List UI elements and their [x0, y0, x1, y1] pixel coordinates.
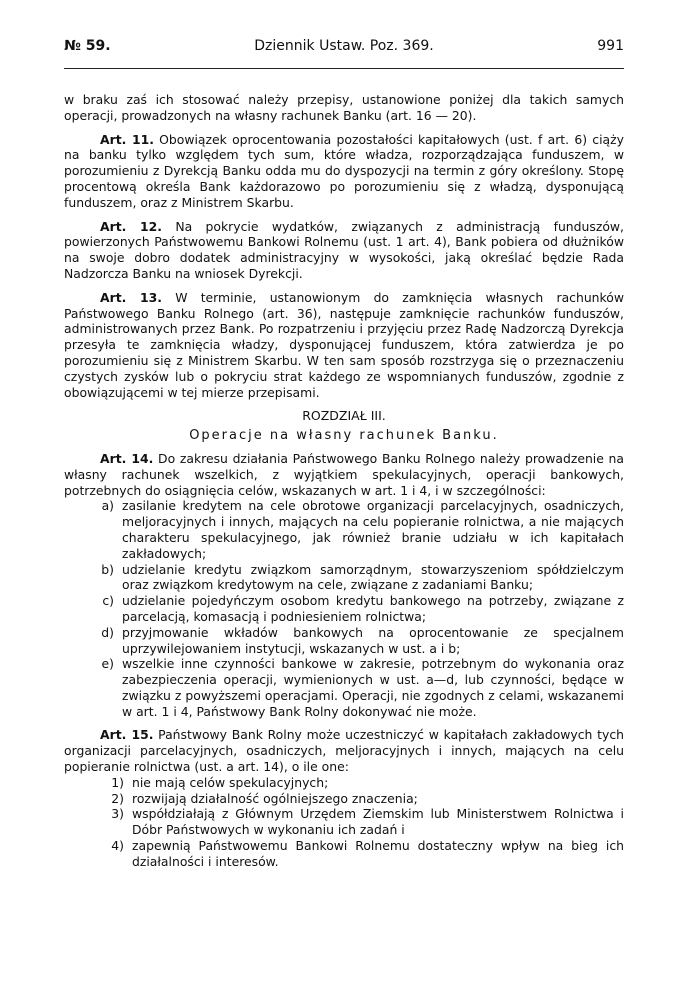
article-text: Obowiązek oprocentowania pozostałości kapitałowych (ust. f art. 6) ciąży na banku tylko względem tych sum, które władza, rozporządzająca funduszem, w porozumieniu z Dyrekcją Banku odda mu do dyspozycji na termin z góry określony. Stopę procentową określa Bank każdorazowo po porozumieniu się z władzą, dysponującą funduszem, oraz z Ministrem Skarbu. — [64, 131, 624, 210]
article-text: Na pokrycie wydatków, związanych z administracją funduszów, powierzonych Państwowemu Bankowi Rolnemu (ust. 1 art. 4), Bank pobiera od dłużników na swoje dobro dodatek administracyjny w wysokości, jaką określać będzie Rada Nadzorcza Banku na wniosek Dyrekcji. — [64, 218, 624, 281]
article-11 — [64, 132, 624, 211]
document-body — [64, 92, 624, 878]
list-marker: 1) — [111, 774, 124, 790]
article-13 — [64, 290, 624, 401]
list-marker: d) — [101, 624, 114, 640]
chapter-heading: ROZDZIAŁ III. — [302, 408, 386, 424]
list-marker: a) — [101, 498, 114, 514]
page-header — [64, 38, 624, 60]
list-item-text: zapewnią Państwowemu Bankowi Rolnemu dostateczny wpływ na bieg ich działalności i interesów. — [132, 838, 624, 869]
article-label: Art. 12. — [100, 218, 162, 234]
article-label: Art. 13. — [100, 289, 162, 305]
section-subheading: Operacje na własny rachunek Banku. — [189, 428, 499, 444]
list-item-text: zasilanie kredytem na cele obrotowe organizacji parcelacyjnych, osadniczych, meljoracyjnych i innych, mających na celu popieranie rolnictwa, a nie mających charakteru spekulacyjnego, jak również branie udziału w ich kapitałach zakładowych; — [122, 498, 624, 561]
article-label: Art. 15. — [100, 727, 154, 743]
list-item-text: rozwijają działalność ogólniejszego znaczenia; — [132, 790, 418, 806]
list-item-text: wszelkie inne czynności bankowe w zakresie, potrzebnym do wykonania oraz zabezpieczenia operacji, wymienionych w ust. a—d, lub czynności, będące w związku z powyższemi operacjami. Operacji, nie zgodnych z celami, wskazanemi w art. 1 i 4, Państwowy Bank Rolny dokonywać nie może. — [122, 656, 624, 719]
article-label: Art. 11. — [100, 131, 154, 147]
list-item — [64, 775, 624, 791]
list-marker: c) — [102, 593, 114, 609]
article-14 — [64, 451, 624, 498]
list-marker: 3) — [111, 806, 124, 822]
list-item — [64, 593, 624, 625]
list-item — [64, 656, 624, 719]
list-marker: 2) — [111, 790, 124, 806]
article-text: Do zakresu działania Państwowego Banku Rolnego należy prowadzenie na własny rachunek wszelkich, z wyjątkiem spekulacyjnych, operacji bankowych, potrzebnych do osiągnięcia celów, wskazanych w art. 1 i 4, i w szczególności: — [64, 450, 624, 498]
article-text: Państwowy Bank Rolny może uczestniczyć w kapitałach zakładowych tych organizacji parcelacyjnych, osadniczych, meljoracyjnych i innych, mających na celu popieranie rolnictwa (ust. a art. 14), o ile one: — [64, 727, 625, 775]
article-label: Art. 14. — [100, 450, 154, 466]
article-14-list — [64, 498, 624, 719]
header-divider — [64, 68, 624, 69]
page-number: 991 — [597, 38, 624, 54]
list-marker: e) — [101, 656, 114, 672]
list-item — [64, 498, 624, 561]
intro-paragraph: w braku zaś ich stosować należy przepisy, ustanowione poniżej dla takich samych operacji, prowadzonych na własny rachunek Banku (art. 16 — 20). — [64, 92, 624, 123]
list-marker: 4) — [111, 838, 124, 854]
article-12 — [64, 219, 624, 282]
article-text: W terminie, ustanowionym do zamknięcia własnych rachunków Państwowego Banku Rolnego (art. 36), następuje zamknięcie rachunków funduszów, administrowanych przez Bank. Po rozpatrzeniu i przyjęciu przez Radę Nadzorczą Dyrekcja przesyła te zamknięcia władzy, dysponującej funduszem, która zatwierdza je po porozumieniu się z Ministrem Skarbu. W ten sam sposób rozstrzyga się o przeznaczeniu czystych zysków lub o pokryciu strat każdego ze wspomnianych funduszów, zgodnie z obowiązującemi w tej mierze przepisami. — [64, 289, 624, 400]
issue-number: № 59. — [64, 38, 111, 54]
list-item — [64, 806, 624, 838]
list-item — [64, 625, 624, 657]
list-item-text: przyjmowanie wkładów bankowych na oprocentowanie ze specjalnem uprzywilejowaniem instytucji, wskazanych w ust. a i b; — [122, 624, 624, 656]
article-15 — [64, 727, 624, 774]
list-item — [64, 562, 624, 594]
list-item — [64, 791, 624, 807]
list-item-text: udzielanie kredytu związkom samorządnym, stowarzyszeniom spółdzielczym oraz związkom kredytowym na cele, związane z zadaniami Banku; — [122, 561, 624, 593]
list-item-text: współdziałają z Głównym Urzędem Ziemskim lub Ministerstwem Rolnictwa i Dóbr Państwowych w wykonaniu ich zadań i — [132, 806, 624, 838]
list-item-text: nie mają celów spekulacyjnych; — [132, 774, 329, 790]
article-15-list — [64, 775, 624, 870]
list-marker: b) — [101, 561, 114, 577]
list-item — [64, 838, 624, 870]
list-item-text: udzielanie pojedyńczym osobom kredytu bankowego na potrzeby, związane z parcelacją, komasacją i podniesieniem rolnictwa; — [122, 593, 624, 624]
journal-title: Dziennik Ustaw. Poz. 369. — [254, 38, 434, 54]
